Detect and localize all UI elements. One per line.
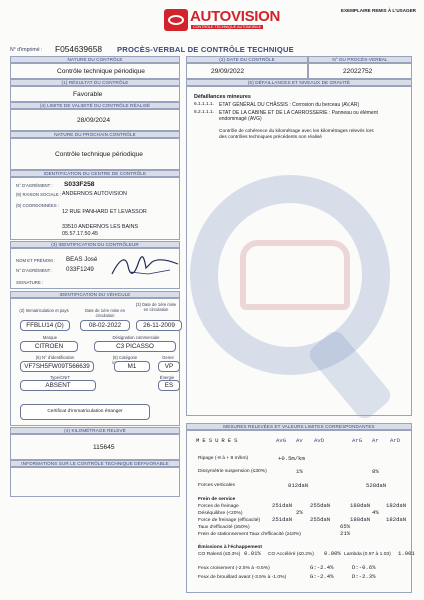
col-head-arg: ArG [352, 437, 363, 444]
vehicle-date2-value: 26-11-2009 [136, 320, 182, 331]
taux-efficacite-value: 65% [340, 523, 351, 530]
emissions-label: Émissions à l'échappement [198, 545, 262, 550]
control-date-value: 29/09/2022 [186, 63, 308, 79]
defect-text-2: ETAT DE LA CABINE ET DE LA CARROSSERIE : Panneau ou élément endommagé (AVG) [219, 110, 378, 122]
controller-signature-label: SIGNATURE : [16, 280, 44, 285]
section-header-pv-no: N° DU PROCÈS-VERBAL [308, 56, 412, 63]
vehicle-marque-value: CITROEN [20, 341, 78, 352]
vehicle-immat-value: FFBLU14 (D) [20, 320, 70, 331]
vehicle-type-value: ABSENT [20, 380, 96, 391]
centre-agrement-value: S033F258 [64, 181, 95, 188]
odometer-value: 115645 [10, 434, 180, 460]
section-header-odometer: (4) KILOMÉTRAGE RELEVÉ [10, 427, 180, 434]
force-efficace-avd: 255daN [310, 516, 331, 523]
centre-city: 33510 ANDERNOS LES BAINS [62, 224, 139, 230]
defects-note: Contrôle de cohérence du kilométrage avec les kilométrages relevés lors des contrôles techniques précédents non réalisé [219, 129, 374, 140]
defect-code-1: 6.1.1.1.1. [194, 102, 215, 107]
dissym-susp-av: 1% [296, 468, 303, 475]
copy-note: EXEMPLAIRE REMIS À L'USAGER [340, 8, 416, 13]
feux-croisement-label: Feux croisement (-2.5% à -0.5%) [198, 566, 270, 571]
controller-agrement-label: N° D'AGRÉMENT : [16, 268, 53, 273]
vehicle-genre-value: VP [158, 361, 180, 372]
centre-coord-label: (9) COORDONNÉES : [16, 203, 59, 208]
co-ralenti-label: CO Ralenti (≤0.3%) [198, 552, 241, 557]
feux-croisement-g: G:-2.4% [310, 564, 334, 571]
vehicle-energy-value: ES [158, 380, 180, 391]
section-header-centre: IDENTIFICATION DU CENTRE DE CONTRÔLE [10, 170, 180, 177]
vehicle-cat-label: (5) Catégorie [112, 355, 138, 360]
desequilibre-av: 2% [296, 509, 303, 516]
forces-freinage-avd: 255daN [310, 502, 331, 509]
pv-number-value: 22022752 [308, 63, 412, 79]
section-header-result: (1) RÉSULTAT DU CONTRÔLE [10, 79, 180, 86]
centre-phone: 05.57.17.50.45 [62, 231, 98, 237]
centre-address: 12 RUE PANHARD ET LEVASSOR [62, 209, 147, 215]
vehicle-vin-label: (5) N° d'identification [35, 355, 75, 360]
forces-verticales-label: Forces verticales [198, 483, 235, 488]
feux-brouillard-d: D:-2.3% [352, 573, 376, 580]
col-head-av: Av [296, 437, 303, 444]
desequilibre-ar: 4% [372, 509, 379, 516]
section-header-vehicle: IDENTIFICATION DU VÉHICULE [10, 291, 180, 298]
dissym-susp-ar: 8% [372, 468, 379, 475]
control-nature-value: Contrôle technique périodique [10, 63, 180, 79]
section-header-measures: MESURES RELEVÉES ET VALEURS LIMITES CORRESPONDANTES [186, 423, 412, 430]
feux-brouillard-g: G:-2.4% [310, 573, 334, 580]
co-accelere-label: CO Accéléré (≤0.2%) [268, 552, 314, 557]
vehicle-vin-value: VF7SH5FW09T566639 [20, 361, 94, 372]
section-header-info: INFORMATIONS SUR LE CONTRÔLE TECHNIQUE DÉFAVORABLE [10, 460, 180, 467]
next-control-value: Contrôle technique périodique [10, 138, 180, 170]
controller-name-value: BEAS José [66, 256, 98, 263]
forces-freinage-arg: 188daN [350, 502, 371, 509]
section-header-nature: NATURE DU CONTRÔLE [10, 56, 180, 63]
document-title: PROCÈS-VERBAL DE CONTRÔLE TECHNIQUE [117, 45, 294, 54]
vehicle-first-reg-label: Date de 1ère mise en circulation [84, 308, 126, 318]
frein-stationnement-label: Frein de stationnement Taux d'efficacité (≥18%) [198, 532, 301, 537]
forces-verticales-av: 812daN [288, 482, 309, 489]
controller-signature [108, 252, 180, 280]
section-header-date: (2) DATE DU CONTRÔLE [186, 56, 308, 63]
vehicle-energy-label: Énergie [159, 375, 175, 380]
section-header-controller: (3) IDENTIFICATION DU CONTRÔLEUR [10, 241, 180, 248]
section-header-defects: (6) DÉFAILLANCES ET NIVEAUX DE GRAVITÉ [186, 79, 412, 86]
section-header-validity: (4) LIMITE DE VALIDITÉ DU CONTRÔLE RÉALISÉ [10, 102, 180, 109]
forces-verticales-ar: 528daN [366, 482, 387, 489]
vehicle-first-reg-label-2: (3) Date de 1ère mise en circulation [135, 302, 177, 312]
force-efficace-avg: 251daN [272, 516, 293, 523]
vehicle-genre-label: Genre [162, 355, 174, 360]
force-efficace-arg: 188daN [350, 516, 371, 523]
controller-agrement-value: 033F1249 [66, 266, 94, 273]
force-efficace-ard: 182daN [386, 516, 407, 523]
centre-agrement-label: N° D'AGRÉMENT : [16, 183, 53, 188]
vehicle-marque-label: Marque [42, 335, 58, 340]
section-header-next: NATURE DU PROCHAIN CONTRÔLE [10, 131, 180, 138]
frein-service-label: Frein de service [198, 497, 236, 502]
dissym-susp-label: Dissymétrie suspension (≤30%) [198, 469, 267, 474]
printed-number: F054639658 [55, 44, 103, 54]
centre-raison-value: ANDERNOS AUTOVISION [62, 191, 127, 197]
frein-stationnement-value: 21% [340, 530, 351, 537]
lambda-value: 1.001 [398, 550, 415, 557]
vehicle-designation-label: Désignation commerciale [112, 335, 160, 340]
col-head-ard: ArD [390, 437, 401, 444]
printed-label: N° d'imprimé : [10, 47, 43, 53]
ripage-label: Ripage (-8 à + 8 m/km) [198, 456, 249, 461]
measures-title: MESURES [196, 437, 241, 444]
defect-text-1: ETAT GÉNÉRAL DU CHÂSSIS : Corrosion du berceau (AV,AR) [219, 102, 360, 108]
defect-code-2: 6.2.1.1.1. [194, 110, 215, 115]
vehicle-immat-label: (2) Immatriculation et pays [19, 308, 69, 313]
brand-logo [164, 8, 281, 32]
ripage-value: +0.5m/km [278, 455, 305, 462]
vehicle-type-label: Type/CNIT [49, 375, 70, 380]
taux-efficacite-label: Taux d'efficacité (≥50%) [198, 525, 250, 530]
feux-croisement-d: D:-0.6% [352, 564, 376, 571]
vehicle-certificate: Certificat d'immatriculation étranger [20, 404, 150, 420]
logo-tagline: CONTRÔLE TECHNIQUE AUTOMOBILE [193, 25, 262, 29]
forces-freinage-label: Forces de freinage [198, 504, 239, 509]
logo-emblem-icon [164, 9, 188, 31]
vehicle-date1-value: 08-02-2022 [80, 320, 130, 331]
col-head-avd: AvD [314, 437, 325, 444]
feux-brouillard-label: Feux de brouillard avant (-3.5% à -1.0%) [198, 575, 287, 580]
col-head-ar: Ar [372, 437, 379, 444]
vehicle-designation-value: C3 PICASSO [94, 341, 176, 352]
co-accelere-value: 0.00% [324, 550, 341, 557]
lambda-label: Lambda (0.97 à 1.03) [344, 552, 391, 557]
defects-heading: Défaillances mineures [194, 94, 251, 100]
logo-text: AUTOVISION [190, 8, 281, 25]
desequilibre-label: Déséquilibre (<20%) [198, 511, 243, 516]
forces-freinage-ard: 182daN [386, 502, 407, 509]
co-ralenti-value: 0.01% [244, 550, 261, 557]
col-head-avg: AvG [276, 437, 287, 444]
info-box [10, 467, 180, 497]
controller-name-label: NOM ET PRÉNOM : [16, 258, 56, 263]
centre-raison-label: (9) RAISON SOCIALE : [16, 192, 62, 197]
result-value: Favorable [10, 86, 180, 102]
validity-value: 28/09/2024 [10, 109, 180, 131]
vehicle-cat-value: M1 [114, 361, 150, 372]
forces-freinage-avg: 251daN [272, 502, 293, 509]
force-efficace-label: Force de freinage (efficacité) [198, 518, 261, 523]
